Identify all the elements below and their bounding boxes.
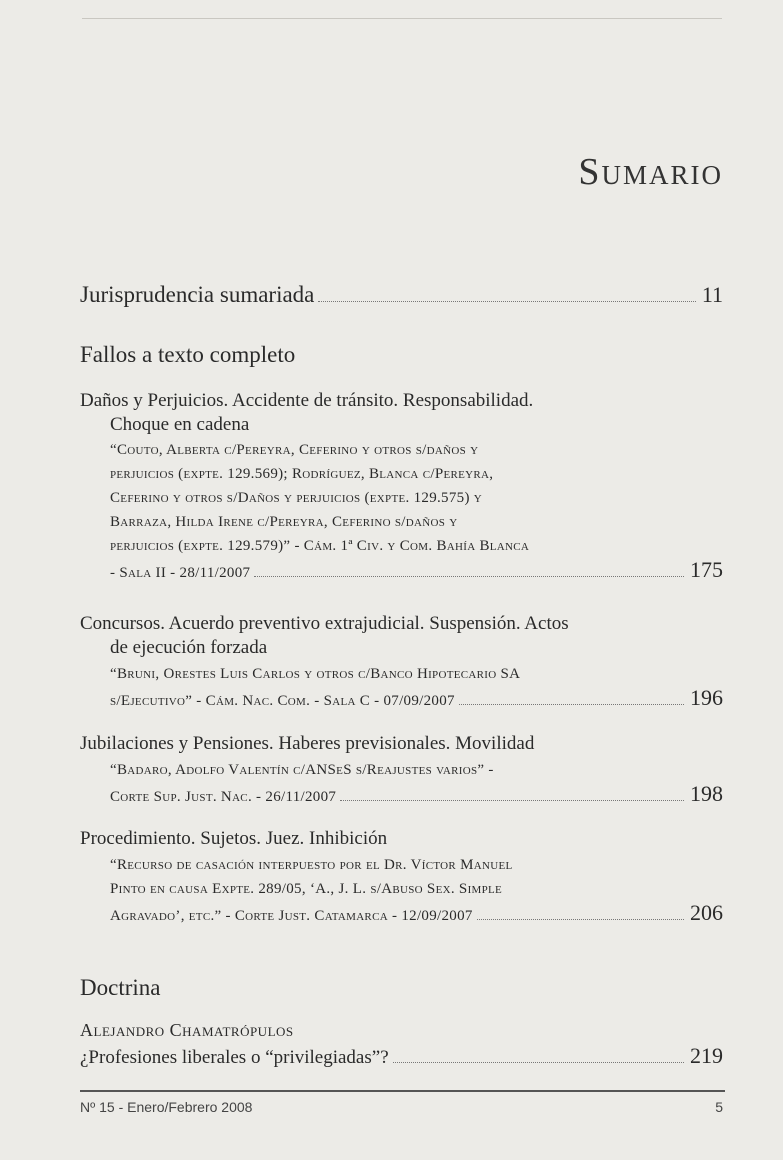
toc-entry-label: Jurisprudencia sumariada: [80, 282, 315, 307]
toc-entry-label: ¿Profesiones liberales o “privilegiadas”?: [80, 1047, 389, 1068]
toc-entry-doctrina[interactable]: [80, 1043, 723, 1069]
toc-entry-case[interactable]: [110, 662, 723, 713]
toc-page-number: 206: [690, 900, 723, 925]
case-line: Corte Sup. Just. Nac. - 26/11/2007: [110, 789, 337, 805]
case-line: “Bruni, Orestes Luis Carlos y otros c/Banco Hipotecario SA: [110, 666, 521, 682]
case-line: perjuicios (expte. 129.579)” - Cám. 1ª Civ. y Com. Bahía Blanca: [110, 538, 530, 554]
case-line: perjuicios (expte. 129.569); Rodríguez, Blanca c/Pereyra,: [110, 466, 494, 482]
top-rule: [82, 18, 722, 19]
toc-entry-topic: [80, 389, 723, 437]
case-line: - Sala II - 28/11/2007: [110, 565, 251, 581]
toc-page-number: 196: [690, 685, 723, 710]
dot-leader: [477, 919, 684, 920]
section-heading-doctrina: Doctrina: [80, 975, 161, 1000]
toc-entry-case[interactable]: [110, 438, 723, 585]
toc-entry-topic: [80, 827, 723, 851]
case-line: s/Ejecutivo” - Cám. Nac. Com. - Sala C - 07/09/2007: [110, 693, 455, 709]
toc-entry-case[interactable]: [110, 853, 723, 928]
toc-entry-case[interactable]: [110, 758, 723, 809]
toc-page-number: 198: [690, 781, 723, 806]
toc-entry-topic: [80, 732, 723, 756]
section-heading-fallos: Fallos a texto completo: [80, 342, 296, 367]
case-line: “Recurso de casación interpuesto por el Dr. Víctor Manuel: [110, 857, 513, 873]
toc-page-number: 175: [690, 557, 723, 582]
case-line: “Badaro, Adolfo Valentín c/ANSeS s/Reajustes varios” -: [110, 762, 494, 778]
case-line: Pinto en causa Expte. 289/05, ‘A., J. L. s/Abuso Sex. Simple: [110, 881, 503, 897]
dot-leader: [393, 1062, 684, 1063]
case-line: Agravado’, etc.” - Corte Just. Catamarca - 12/09/2007: [110, 908, 473, 924]
toc-page-number: 11: [701, 282, 723, 307]
dot-leader: [340, 800, 684, 801]
toc-entry-topic: [80, 612, 723, 660]
page-title: Sumario: [578, 151, 723, 193]
toc-page-number: 219: [690, 1043, 723, 1068]
dot-leader: [318, 301, 695, 302]
footer-rule: [80, 1090, 725, 1092]
author-name: Alejandro Chamatrópulos: [80, 1020, 294, 1040]
dot-leader: [459, 704, 684, 705]
dot-leader: [254, 576, 684, 577]
topic-line: Daños y Perjuicios. Accidente de tránsito. Responsabilidad.: [80, 390, 534, 411]
topic-line: Jubilaciones y Pensiones. Haberes previsionales. Movilidad: [80, 733, 535, 754]
footer-issue: Nº 15 - Enero/Febrero 2008: [80, 1099, 253, 1115]
case-line: “Couto, Alberta c/Pereyra, Ceferino y otros s/daños y: [110, 442, 479, 458]
footer-page-number: 5: [715, 1099, 723, 1115]
topic-line: Choque en cadena: [110, 414, 250, 435]
case-line: Ceferino y otros s/Daños y perjuicios (expte. 129.575) y: [110, 490, 483, 506]
topic-line: de ejecución forzada: [110, 637, 268, 658]
case-line: Barraza, Hilda Irene c/Pereyra, Ceferino s/daños y: [110, 514, 458, 530]
topic-line: Procedimiento. Sujetos. Juez. Inhibición: [80, 828, 388, 849]
toc-entry-jurisprudencia[interactable]: [80, 282, 723, 308]
topic-line: Concursos. Acuerdo preventivo extrajudicial. Suspensión. Actos: [80, 613, 569, 634]
